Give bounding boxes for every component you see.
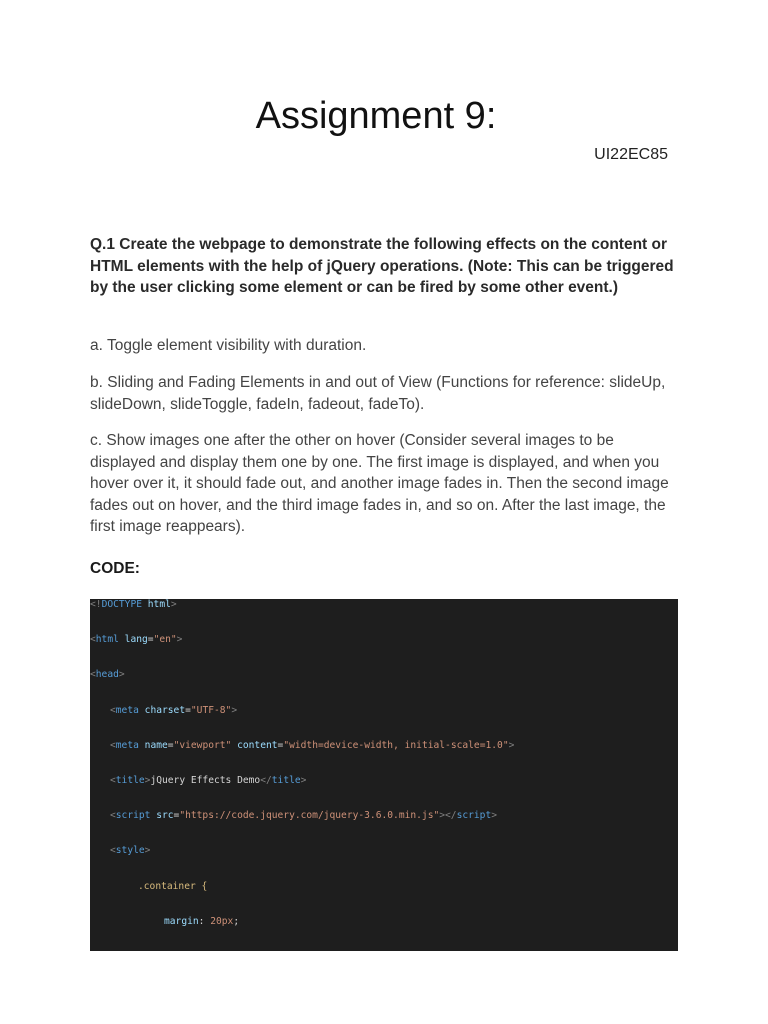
code-line	[110, 740, 514, 752]
code-token: "UTF-8"	[190, 705, 232, 716]
code-token: <	[110, 740, 116, 751]
code-token: .container {	[138, 881, 208, 892]
code-token: name	[138, 740, 168, 751]
code-line	[90, 669, 125, 681]
code-line	[110, 705, 237, 717]
code-token: </	[260, 775, 272, 786]
document-title: Assignment 9:	[255, 95, 497, 137]
code-token: head	[95, 669, 119, 680]
code-token: =	[173, 810, 180, 821]
code-token: DOCTYPE	[101, 599, 142, 610]
code-token: <	[110, 775, 116, 786]
code-token: title	[271, 775, 301, 786]
code-token: <	[90, 634, 96, 645]
code-token: =	[147, 634, 154, 645]
code-token: >	[300, 775, 307, 786]
code-token: title	[115, 775, 145, 786]
code-token: <	[110, 705, 116, 716]
code-token: "width=device-width, initial-scale=1.0"	[283, 740, 509, 751]
code-token: :	[198, 916, 211, 927]
code-token: html	[95, 634, 119, 645]
code-token: >	[231, 705, 238, 716]
code-token: jQuery Effects Demo	[150, 775, 261, 786]
code-token: content	[231, 740, 278, 751]
code-line	[164, 916, 239, 928]
code-token: "viewport"	[173, 740, 232, 751]
code-token: "en"	[153, 634, 177, 645]
code-token: ></	[439, 810, 457, 821]
code-token: >	[491, 810, 498, 821]
code-token: lang	[118, 634, 148, 645]
code-token: <	[90, 669, 96, 680]
code-line	[90, 599, 177, 611]
code-token: =	[277, 740, 284, 751]
code-token: <!	[90, 599, 102, 610]
code-line	[138, 881, 207, 893]
part-a-text: a. Toggle element visibility with duration.	[90, 337, 367, 354]
code-token: charset	[138, 705, 186, 716]
code-token: html	[142, 599, 171, 610]
part-c-text: c. Show images one after the other on hover (Consider several images to be displayed and display them one by one. The first image is displayed, and when you hover over it, it should fade out, and another image fades in. Then the second image fades out on hover, and the third image fades in, and so on. After the last image, the first image reappears).	[90, 432, 669, 535]
code-block	[90, 599, 678, 951]
code-token: >	[176, 634, 183, 645]
code-token: =	[185, 705, 191, 716]
code-heading: CODE:	[90, 560, 140, 577]
part-b-text: b. Sliding and Fading Elements in and out of View (Functions for reference: slideUp, slideDown, slideToggle, fadeIn, fadeout, fadeTo).	[90, 374, 666, 413]
code-token: ;	[233, 916, 240, 927]
code-token: src	[150, 810, 174, 821]
roll-number: UI22EC85	[594, 146, 668, 163]
code-token: >	[170, 599, 177, 610]
code-token: <	[110, 845, 116, 856]
code-token: >	[144, 845, 151, 856]
code-token: script	[456, 810, 492, 821]
code-line	[110, 810, 497, 822]
code-token: >	[144, 775, 151, 786]
code-token: meta	[115, 740, 139, 751]
code-line	[110, 845, 150, 857]
code-token: =	[167, 740, 174, 751]
code-token: margin	[164, 916, 199, 927]
question-text: Q.1 Create the webpage to demonstrate the following effects on the content or HTML elements with the help of jQuery operations. (Note: This can be triggered by the user clicking some element or can be fired by some other event.)	[90, 236, 674, 296]
code-token: style	[115, 845, 145, 856]
code-token: 20px	[210, 916, 234, 927]
code-token: >	[118, 669, 125, 680]
code-token: meta	[115, 705, 139, 716]
code-token: <	[110, 810, 116, 821]
code-line	[90, 634, 182, 646]
code-line	[110, 775, 306, 787]
code-token: >	[508, 740, 515, 751]
code-token: "https://code.jquery.com/jquery-3.6.0.min.js"	[179, 810, 440, 821]
code-token: script	[115, 810, 151, 821]
